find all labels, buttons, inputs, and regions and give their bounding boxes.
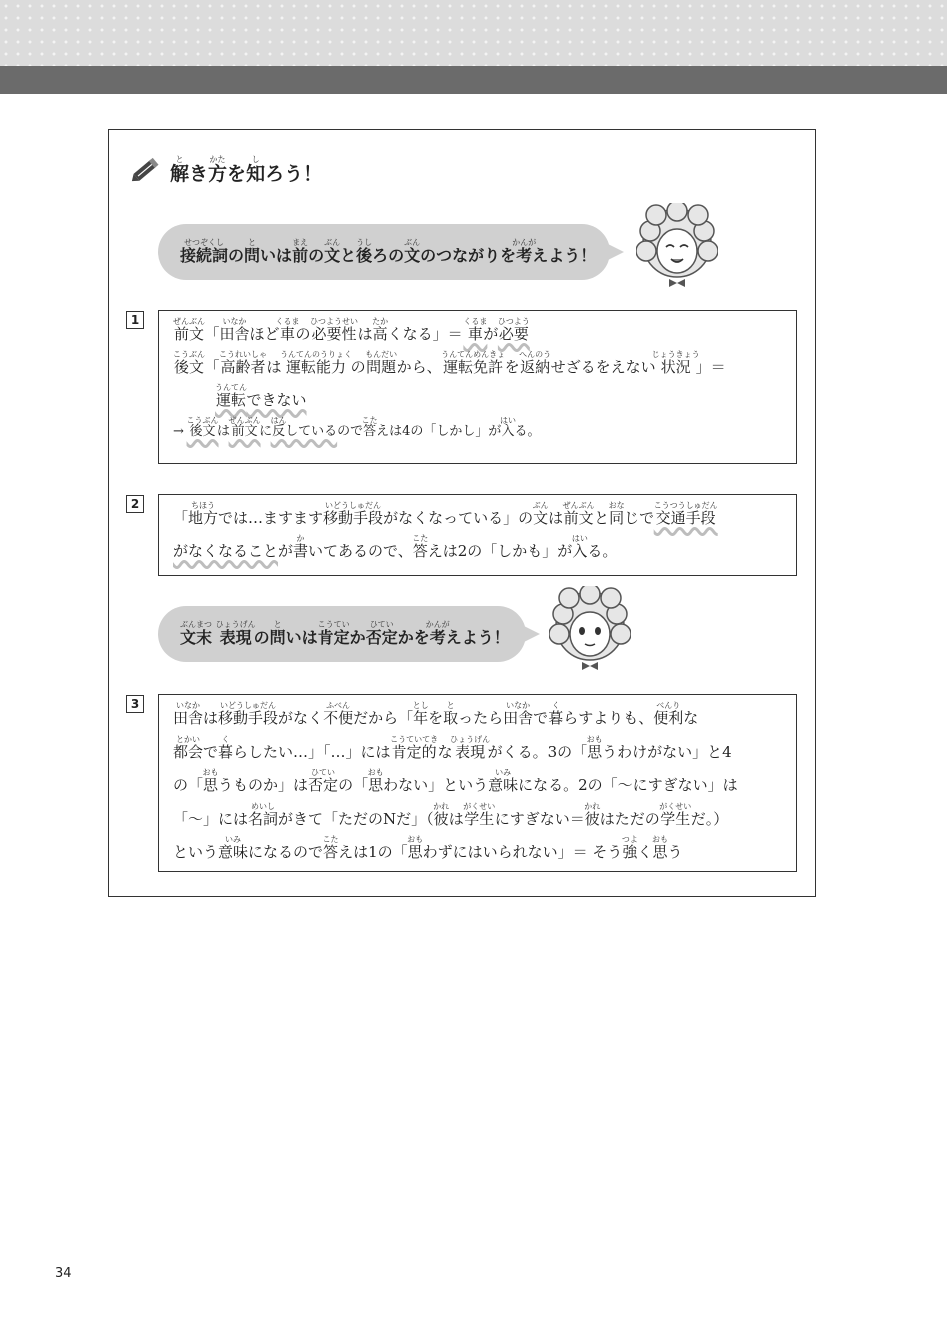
- furigana: いなか: [503, 701, 534, 710]
- text-run: は: [266, 358, 282, 376]
- furigana: ふべん: [323, 701, 354, 710]
- furigana: たか: [372, 317, 389, 326]
- text-run: えよう！: [532, 246, 597, 265]
- text-run: ろの: [372, 246, 405, 265]
- ruby-word: 暮く: [548, 701, 564, 727]
- furigana: くるま: [275, 317, 300, 326]
- furigana: く: [548, 701, 564, 710]
- ruby-word: 思おも: [202, 768, 219, 794]
- text-run: ので: [337, 424, 364, 439]
- text-run: と: [340, 246, 357, 265]
- ruby-word: 状況じょうきょう: [651, 350, 700, 376]
- sheep-neutral-icon: [549, 586, 631, 676]
- furigana: おな: [608, 501, 625, 510]
- ruby-word: 反はん: [270, 416, 287, 439]
- ruby-word: 肯定こうてい: [317, 620, 350, 647]
- ruby-word: 便利べんり: [653, 701, 684, 727]
- text-run: ろう！: [265, 162, 323, 185]
- ruby-word: 田舎いなか: [173, 701, 204, 727]
- text-run: がなく: [278, 709, 324, 727]
- furigana: と: [443, 701, 459, 710]
- text-run: に: [259, 424, 273, 439]
- furigana: こた: [412, 534, 429, 543]
- text-run: 「: [173, 509, 189, 527]
- explanation-box-2: [158, 494, 797, 576]
- furigana: かた: [208, 154, 228, 164]
- ruby-word: 名詞めいし: [248, 801, 279, 828]
- explanation-box-1: [158, 310, 797, 464]
- text-run: だ。）: [690, 809, 729, 828]
- furigana: ぜんぶん: [562, 501, 595, 510]
- ruby-word: 運転うんてん: [215, 383, 247, 409]
- ruby-word: 前文ぜんぶん: [173, 317, 205, 343]
- text-run: の: [350, 358, 366, 376]
- furigana: こた: [322, 835, 339, 844]
- text-run: き: [189, 162, 209, 185]
- ruby-word: 地方ちほう: [188, 501, 219, 527]
- text-run: が: [483, 325, 499, 343]
- ruby-word: 入はい: [499, 416, 516, 439]
- ruby-word: 思おも: [407, 835, 424, 861]
- text-run: から、: [396, 358, 442, 376]
- furigana: べんり: [653, 701, 684, 710]
- ruby-word: 意味いみ: [218, 835, 249, 861]
- furigana: ぜんぶん: [173, 317, 205, 326]
- furigana: かれ: [584, 801, 601, 811]
- furigana: かんが: [425, 620, 450, 629]
- text-run: 「〜」には: [173, 809, 249, 828]
- furigana: うんてんのうりょく: [280, 350, 353, 359]
- ruby-word: 返納へんのう: [519, 350, 552, 376]
- ruby-word: 解と: [170, 154, 190, 185]
- text-run: になる。2の「〜にすぎない」は: [518, 776, 738, 794]
- explanation-line: [173, 768, 782, 802]
- ruby-word: 学生がくせい: [463, 801, 496, 828]
- ruby-word: 車くるま: [463, 317, 488, 343]
- text-run: かを: [397, 628, 430, 647]
- furigana: うんてんめんきょ: [441, 350, 506, 359]
- furigana: がくせい: [659, 801, 692, 811]
- furigana: うし: [356, 238, 373, 247]
- furigana: ひてい: [308, 768, 339, 777]
- furigana: くるま: [463, 317, 488, 326]
- section-number-3: 3: [126, 695, 144, 713]
- ruby-word: 否定ひてい: [365, 620, 398, 647]
- text-run: る。: [587, 542, 618, 560]
- text-run: がきて「ただのNだ」（: [278, 809, 434, 828]
- ruby-word: 考かんが: [512, 238, 537, 265]
- bubble-text: [180, 620, 510, 648]
- text-run: の: [308, 246, 325, 265]
- ruby-word: 知し: [246, 154, 266, 185]
- ruby-word: 思おも: [586, 734, 603, 761]
- bubble-text: [180, 238, 596, 266]
- text-run: →: [173, 424, 189, 439]
- ruby-word: 田舎いなか: [219, 317, 250, 343]
- furigana: つよ: [621, 835, 638, 844]
- section-header: [128, 150, 322, 190]
- ruby-word: 文ぶん: [532, 501, 549, 527]
- ruby-word: 彼かれ: [433, 801, 450, 828]
- furigana: こうてい: [317, 620, 350, 629]
- text-run: じで: [624, 509, 655, 527]
- text-run: では…ますます: [218, 509, 324, 527]
- ruby-word: 書か: [293, 534, 309, 560]
- text-run: を: [504, 358, 520, 376]
- ruby-word: 高たか: [372, 317, 389, 343]
- furigana: とかい: [173, 734, 203, 744]
- ruby-word: 彼かれ: [584, 801, 601, 828]
- ruby-word: 運転能力うんてんのうりょく: [280, 350, 353, 376]
- furigana: と: [244, 238, 261, 247]
- section-title: [170, 155, 322, 186]
- text-run: せざるをえない: [550, 358, 656, 376]
- furigana: もんだい: [365, 350, 398, 359]
- furigana: こうぶん: [186, 416, 219, 425]
- ruby-word: 交通手段こうつうしゅだん: [653, 501, 718, 527]
- text-run: は: [448, 809, 464, 828]
- text-run: か: [349, 628, 366, 647]
- ruby-word: 文ぶん: [404, 238, 421, 265]
- text-run: ったら: [458, 709, 504, 727]
- ruby-word: 接続詞せつぞくし: [180, 238, 229, 265]
- ruby-word: 意味いみ: [488, 768, 519, 794]
- furigana: いみ: [218, 835, 249, 844]
- ruby-word: 年とし: [412, 701, 429, 727]
- pencil-icon: [128, 152, 164, 188]
- furigana: いなか: [219, 317, 250, 326]
- ruby-word: 車くるま: [275, 317, 300, 343]
- furigana: はん: [270, 416, 287, 425]
- ruby-word: 答こた: [322, 835, 339, 861]
- furigana: こうつうしゅだん: [653, 501, 718, 510]
- text-run: を: [428, 709, 444, 727]
- text-run: を: [227, 162, 247, 185]
- furigana: へんのう: [519, 350, 552, 359]
- furigana: がくせい: [463, 801, 496, 811]
- text-run: くなる」＝: [387, 325, 468, 343]
- furigana: おも: [586, 734, 603, 744]
- explanation-line: [173, 317, 782, 350]
- explanation-line: [173, 735, 782, 769]
- furigana: いなか: [173, 701, 203, 710]
- furigana: いどうしゅだん: [323, 501, 384, 510]
- explanation-box-3: [158, 694, 797, 872]
- ruby-word: 文末ぶんまつ: [180, 620, 213, 647]
- explanation-line: [173, 501, 782, 534]
- section-number-1: 1: [126, 311, 144, 329]
- text-run: く: [637, 843, 653, 861]
- ruby-word: 必要性ひつようせい: [310, 317, 359, 343]
- ruby-word: 後文こうぶん: [186, 416, 219, 439]
- ruby-word: 思おも: [367, 768, 384, 794]
- furigana: かれ: [433, 801, 450, 811]
- furigana: はい: [499, 416, 516, 425]
- ruby-word: 運転免許うんてんめんきょ: [441, 350, 506, 376]
- text-run: 「: [204, 325, 220, 343]
- furigana: こうれいしゃ: [219, 350, 268, 359]
- text-run: という: [173, 843, 219, 861]
- furigana: おも: [367, 768, 384, 777]
- explanation-line: [173, 416, 782, 447]
- text-run: の「: [173, 776, 204, 794]
- furigana: ひつようせい: [310, 317, 359, 326]
- text-run: にすぎない＝: [494, 809, 585, 828]
- ruby-word: 同おな: [608, 501, 625, 527]
- furigana: いどうしゅだん: [218, 701, 279, 710]
- ruby-word: 入はい: [571, 534, 588, 560]
- furigana: はい: [571, 534, 588, 543]
- ruby-word: 思おも: [651, 835, 668, 861]
- text-run: らしたい…」「…」には: [233, 742, 391, 761]
- ruby-word: 答こた: [412, 534, 429, 560]
- ruby-word: 表現ひょうげん: [450, 734, 491, 761]
- text-run: が: [278, 542, 294, 560]
- furigana: こうていてき: [390, 734, 439, 744]
- text-run: えは2の「しかも」が: [427, 542, 573, 560]
- text-run: うものか」は: [218, 776, 309, 794]
- furigana: こうぶん: [173, 350, 205, 359]
- text-run: は: [203, 709, 219, 727]
- ruby-word: 後文こうぶん: [173, 350, 205, 376]
- explanation-line: [173, 835, 782, 869]
- ruby-word: 学生がくせい: [659, 801, 692, 828]
- ruby-word: 必要ひつよう: [497, 317, 530, 343]
- text-run: だから「: [353, 709, 414, 727]
- ruby-word: 前文ぜんぶん: [228, 416, 261, 439]
- text-run: な: [437, 742, 453, 761]
- ruby-word: 問題もんだい: [365, 350, 398, 376]
- text-run: わずにはいられない」＝ そう: [422, 843, 623, 861]
- furigana: ちほう: [188, 501, 219, 510]
- ruby-word: 不便ふべん: [323, 701, 354, 727]
- ruby-word: 取と: [443, 701, 459, 727]
- text-run: と: [594, 509, 610, 527]
- ruby-word: 前まえ: [292, 238, 309, 265]
- text-run: な: [683, 709, 699, 727]
- section-number-2: 2: [126, 495, 144, 513]
- text-run: えは4の「しかし」が: [376, 424, 502, 439]
- explanation-line: [173, 350, 782, 383]
- furigana: おも: [407, 835, 424, 844]
- furigana: ひょうげん: [215, 620, 256, 629]
- ruby-word: 問と: [269, 620, 286, 647]
- text-run: 」＝: [695, 358, 726, 376]
- ruby-word: 暮く: [218, 734, 234, 761]
- text-run: で: [533, 709, 549, 727]
- text-run: 「: [204, 358, 220, 376]
- top-gray-bar: [0, 66, 947, 94]
- furigana: と: [170, 154, 189, 164]
- furigana: し: [246, 154, 266, 164]
- ruby-word: 答こた: [361, 416, 378, 439]
- ruby-word: 問と: [244, 238, 261, 265]
- speech-bubble-conjunction: [158, 224, 610, 280]
- furigana: こた: [361, 416, 378, 425]
- ruby-word: 文ぶん: [324, 238, 341, 265]
- ruby-word: 表現ひょうげん: [215, 620, 256, 647]
- furigana: いみ: [488, 768, 519, 777]
- ruby-word: 強つよ: [621, 835, 638, 861]
- furigana: うんてん: [215, 383, 247, 392]
- text-run: ほど: [249, 325, 280, 343]
- text-run: わない」という: [383, 776, 489, 794]
- text-run: の: [295, 325, 311, 343]
- furigana: せつぞくし: [180, 238, 228, 247]
- furigana: く: [218, 734, 234, 744]
- text-run: は: [217, 424, 231, 439]
- text-run: がなくなること: [173, 542, 279, 560]
- ruby-word: 後うし: [356, 238, 373, 265]
- furigana: おも: [651, 835, 668, 844]
- furigana: ぜんぶん: [228, 416, 261, 425]
- furigana: かんが: [512, 238, 537, 247]
- text-run: らすよりも、: [563, 709, 654, 727]
- text-run: がなくなっている」の: [383, 509, 534, 527]
- furigana: ひてい: [365, 620, 398, 629]
- ruby-word: 方かた: [208, 154, 228, 185]
- furigana: ぶんまつ: [180, 620, 212, 629]
- furigana: ひつよう: [497, 317, 530, 326]
- furigana: まえ: [292, 238, 309, 247]
- explanation-line: [173, 802, 782, 836]
- text-run: う: [667, 843, 683, 861]
- ruby-word: 都会とかい: [173, 734, 204, 761]
- ruby-word: 肯定的こうていてき: [390, 734, 439, 761]
- furigana: おも: [202, 768, 219, 777]
- text-run: えは1の「: [338, 843, 408, 861]
- text-run: のつながりを: [420, 246, 517, 265]
- explanation-line: [173, 534, 782, 567]
- furigana: めいし: [248, 801, 279, 811]
- ruby-word: 否定ひてい: [308, 768, 339, 794]
- text-run: の: [253, 628, 270, 647]
- furigana: と: [269, 620, 286, 629]
- text-run: はただの: [599, 809, 660, 828]
- text-run: えよう！: [445, 628, 510, 647]
- text-run: できない: [246, 391, 307, 409]
- furigana: ぶん: [324, 238, 341, 247]
- furigana: か: [293, 534, 309, 543]
- text-run: いてあるので、: [308, 542, 413, 560]
- text-run: している: [285, 424, 338, 439]
- text-run: になるので: [248, 843, 324, 861]
- explanation-line: [173, 701, 782, 735]
- text-run: は: [357, 325, 373, 343]
- furigana: ぶん: [532, 501, 549, 510]
- ruby-word: 田舎いなか: [503, 701, 534, 727]
- ruby-word: 考かんが: [425, 620, 450, 647]
- furigana: とし: [412, 701, 429, 710]
- ruby-word: 前文ぜんぶん: [562, 501, 595, 527]
- text-run: は: [548, 509, 564, 527]
- text-run: いは: [260, 246, 293, 265]
- sheep-smiling-icon: [636, 203, 718, 293]
- furigana: ぶん: [404, 238, 421, 247]
- text-run: がくる。3の「: [487, 742, 588, 761]
- text-run: の「: [338, 776, 369, 794]
- text-run: の: [228, 246, 245, 265]
- text-run: る。: [514, 424, 541, 439]
- text-run: うわけがない」と4: [602, 742, 732, 761]
- speech-bubble-ending: [158, 606, 526, 662]
- furigana: じょうきょう: [651, 350, 700, 359]
- explanation-line: [173, 383, 782, 416]
- furigana: ひょうげん: [450, 734, 491, 744]
- text-run: で: [203, 742, 219, 761]
- ruby-word: 移動手段いどうしゅだん: [323, 501, 384, 527]
- ruby-word: 高齢者こうれいしゃ: [219, 350, 268, 376]
- ruby-word: 移動手段いどうしゅだん: [218, 701, 279, 727]
- text-run: いは: [285, 628, 318, 647]
- page-number: 34: [55, 1266, 72, 1281]
- top-dotted-band: [0, 0, 947, 66]
